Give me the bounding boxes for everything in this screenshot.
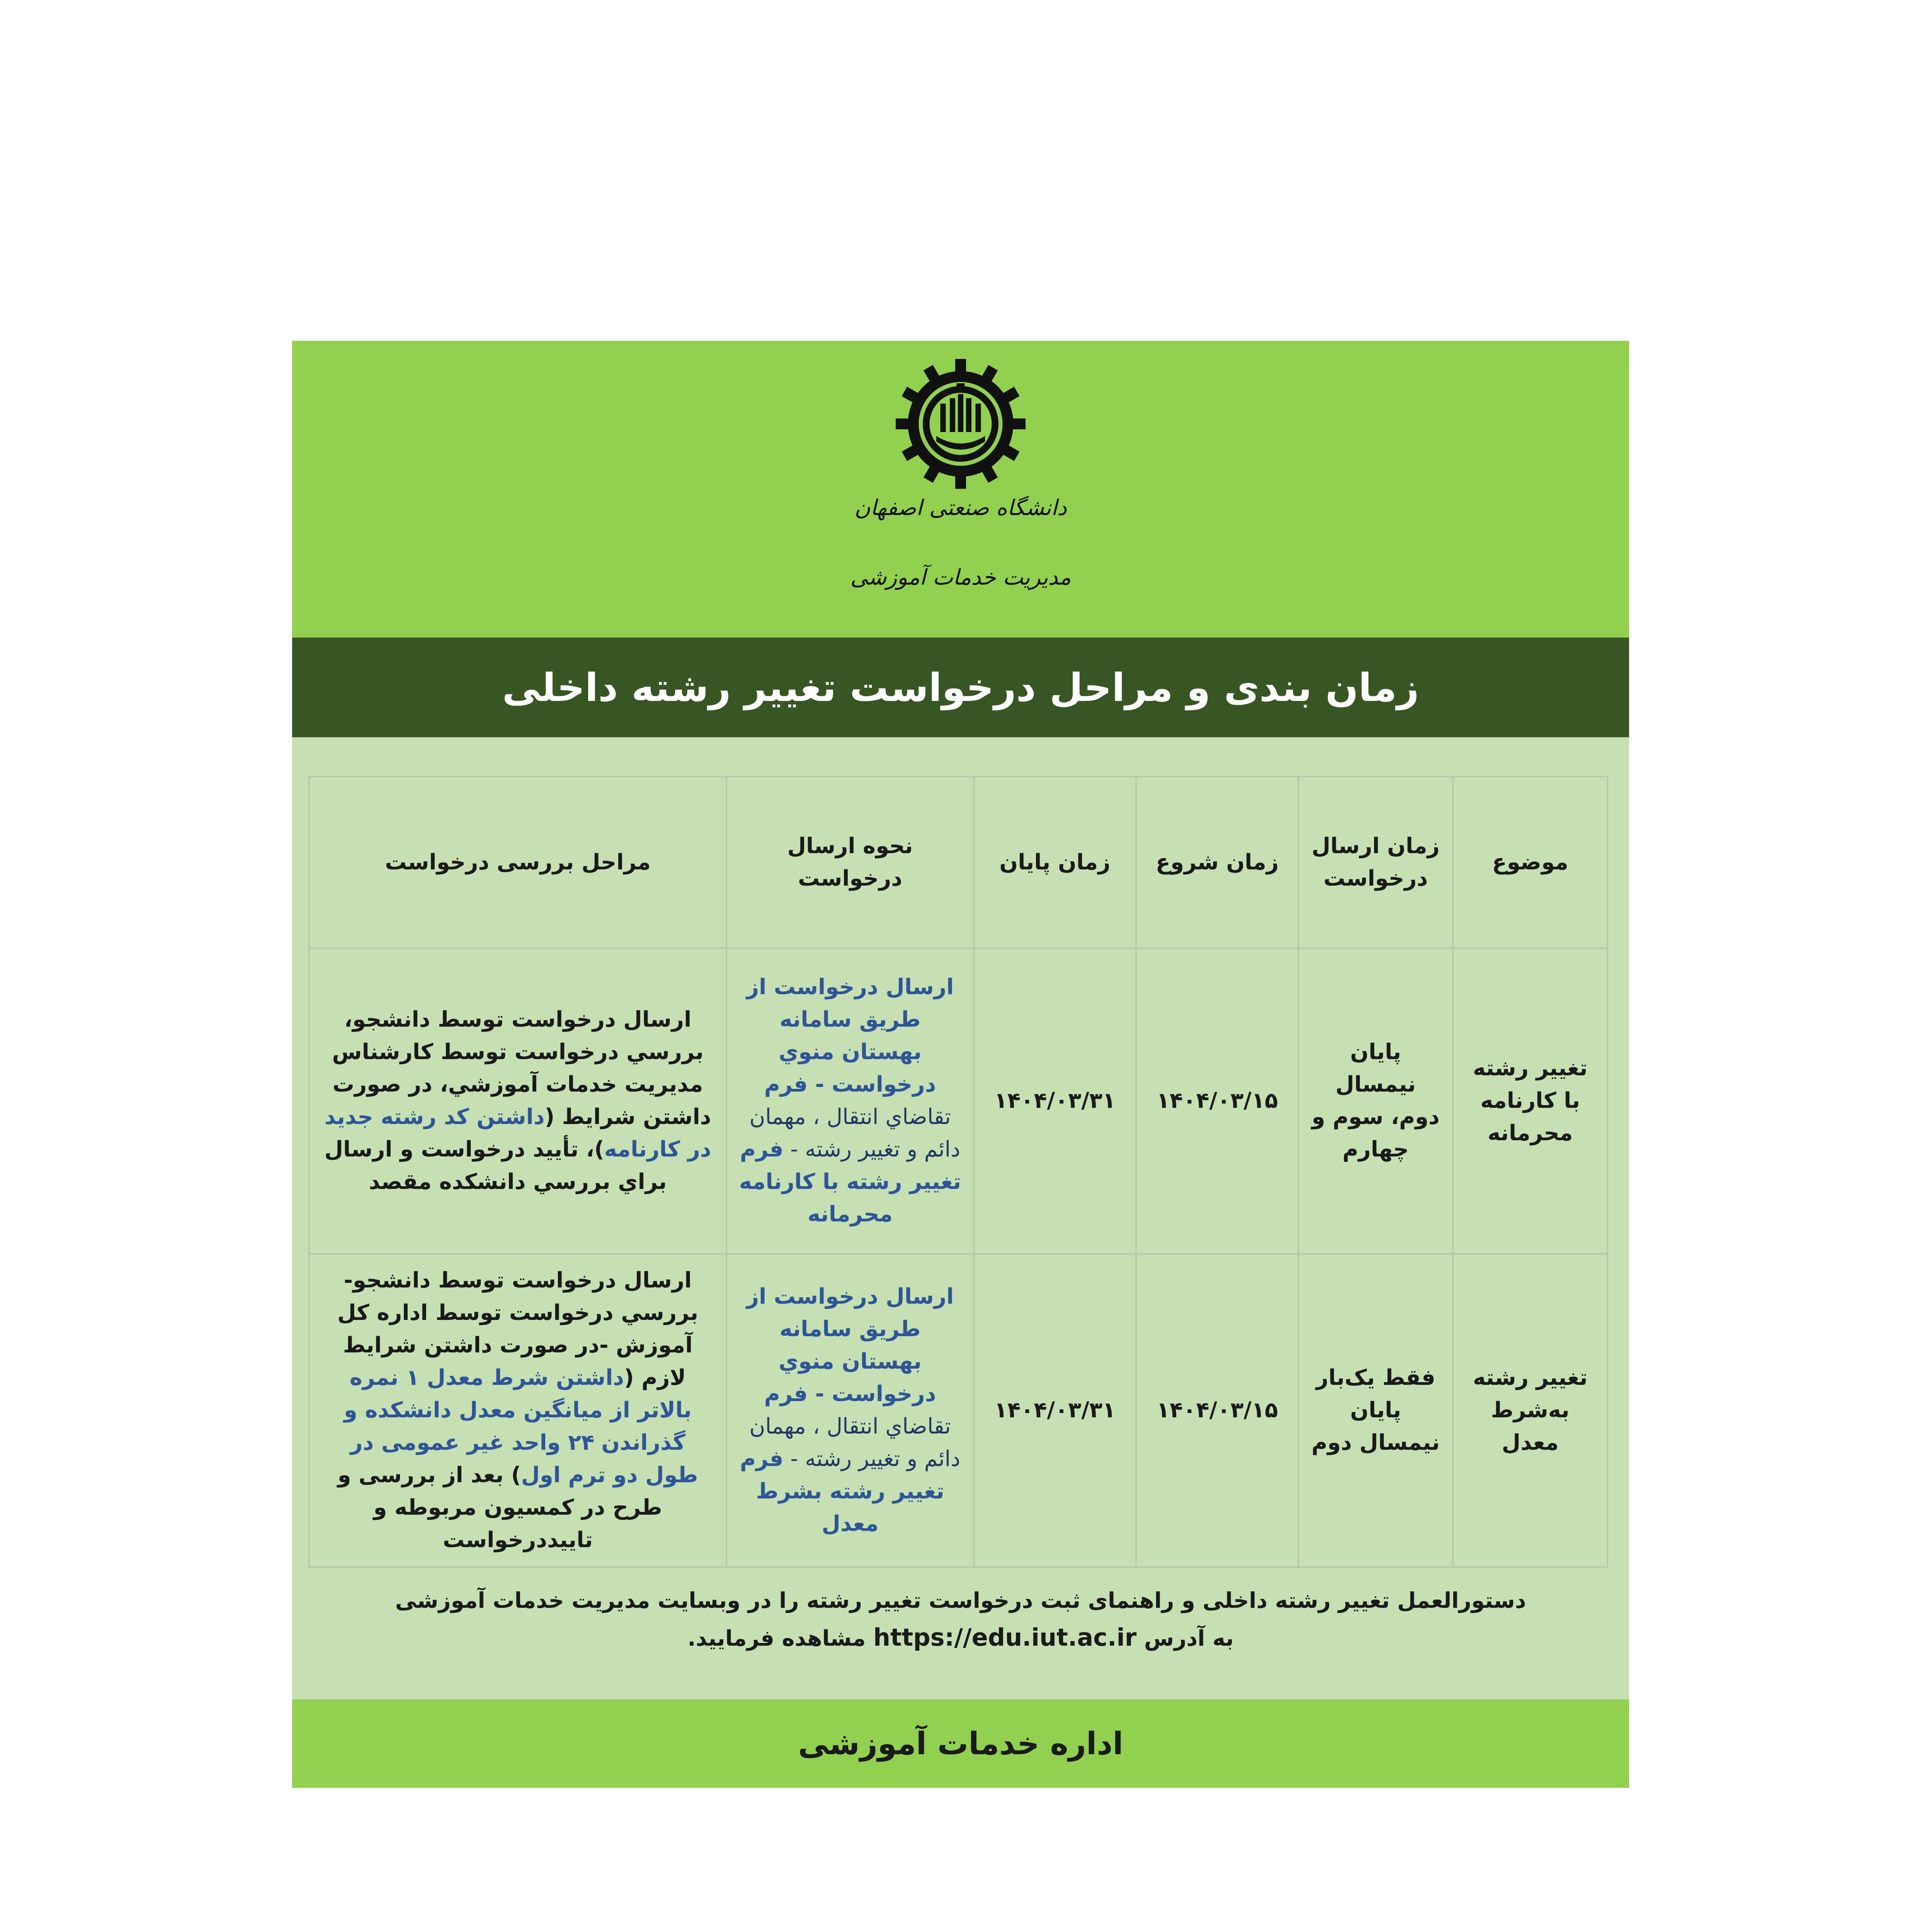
cell-review-steps [309, 948, 726, 1254]
cell-start-time: ۱۴۰۴/۰۳/۱۵ [1136, 948, 1298, 1254]
method-text-part1: ارسال درخواست از طریق سامانه بهستان منوي درخواست - فرم [746, 1284, 954, 1407]
cell-start-time: ۱۴۰۴/۰۳/۱۵ [1136, 1254, 1298, 1567]
cell-subject: تغییر رشته با کارنامه محرمانه [1453, 948, 1607, 1254]
table-header-row [309, 777, 1607, 948]
method-text-part3: فرم تغییر رشته با کارنامه محرمانه [739, 1137, 961, 1227]
university-gear-emblem-icon [893, 356, 1028, 492]
footer-note-suffix: مشاهده فرمایید. [687, 1626, 866, 1651]
footer-note-prefix: به آدرس [1144, 1626, 1234, 1651]
website-link[interactable]: https://edu.iut.ac.ir [873, 1623, 1137, 1651]
review-text-part1: ارسال درخواست توسط دانشجو، بررسي درخواست توسط کارشناس مدیریت خدمات آموزشي، در صورت داشتن شرایط ( [332, 1007, 711, 1130]
footer-note [292, 1583, 1629, 1656]
schedule-table [308, 776, 1608, 1568]
table-row [309, 948, 1607, 1254]
table-row [309, 1254, 1607, 1567]
review-text-part4: ) بعد از بررسی و طرح در کمسیون مربوطه و تاییددرخواست [337, 1463, 662, 1553]
method-text-part2: تقاضاي انتقال ، مهمان دائم و تغییر رشته - [749, 1104, 961, 1162]
header-start-time: زمان شروع [1136, 777, 1298, 948]
review-text-part1: ارسال درخواست توسط دانشجو- بررسي درخواست توسط اداره کل آموزش -در صورت داشتن شرایط لازم ( [337, 1268, 698, 1391]
announcement-sheet [292, 341, 1629, 1788]
cell-method [726, 1254, 974, 1567]
cell-end-time: ۱۴۰۴/۰۳/۳۱ [974, 1254, 1136, 1567]
department-name: مدیریت خدمات آموزشی [850, 565, 1071, 590]
cell-request-time: فقط یک‌بار پایان نیمسال دوم [1298, 1254, 1453, 1567]
header-method: نحوه ارسال درخواست [726, 777, 974, 948]
review-text-highlight: داشتن کد رشته جدید در کارنامه [324, 1104, 711, 1162]
header-end-time: زمان پایان [974, 777, 1136, 948]
content-band [292, 737, 1629, 1699]
title-band [292, 638, 1629, 737]
header-band [292, 341, 1629, 638]
page-title: زمان بندی و مراحل درخواست تغییر رشته داخلی [502, 665, 1419, 710]
header-review-steps: مراحل بررسی درخواست [309, 777, 726, 948]
review-text-part3: )، تأیید درخواست و ارسال براي بررسي دانشکده مقصد [324, 1137, 667, 1195]
footer-note-line1: دستورالعمل تغییر رشته داخلی و راهنمای ثبت درخواست تغییر رشته را در وبسایت مدیریت خدمات آموزشی [395, 1588, 1526, 1613]
footer-note-line2 [292, 1618, 1629, 1656]
method-text-part3: فرم تغییر رشته بشرط معدل [740, 1446, 944, 1537]
office-name: اداره خدمات آموزشی [798, 1726, 1123, 1762]
cell-review-steps [309, 1254, 726, 1567]
method-text-part1: ارسال درخواست از طریق سامانه بهستان منوي درخواست - فرم [746, 975, 954, 1097]
header-request-time: زمان ارسال درخواست [1298, 777, 1453, 948]
review-text-highlight-2: ۲۴ واحد غیر عمومی در طول دو ترم اول [350, 1430, 698, 1488]
cell-method [726, 948, 974, 1254]
cell-end-time: ۱۴۰۴/۰۳/۳۱ [974, 948, 1136, 1254]
cell-request-time: پایان نیمسال دوم، سوم و چهارم [1298, 948, 1453, 1254]
footer-band [292, 1699, 1629, 1788]
university-name: دانشگاه صنعتی اصفهان [854, 495, 1067, 520]
cell-subject: تغییر رشته به‌شرط معدل [1453, 1254, 1607, 1567]
method-text-part2: تقاضاي انتقال ، مهمان دائم و تغییر رشته - [749, 1414, 961, 1472]
header-subject: موضوع [1453, 777, 1607, 948]
review-text-highlight: داشتن شرط معدل ۱ نمره بالاتر از میانگین معدل دانشکده و گذراندن [344, 1365, 692, 1456]
